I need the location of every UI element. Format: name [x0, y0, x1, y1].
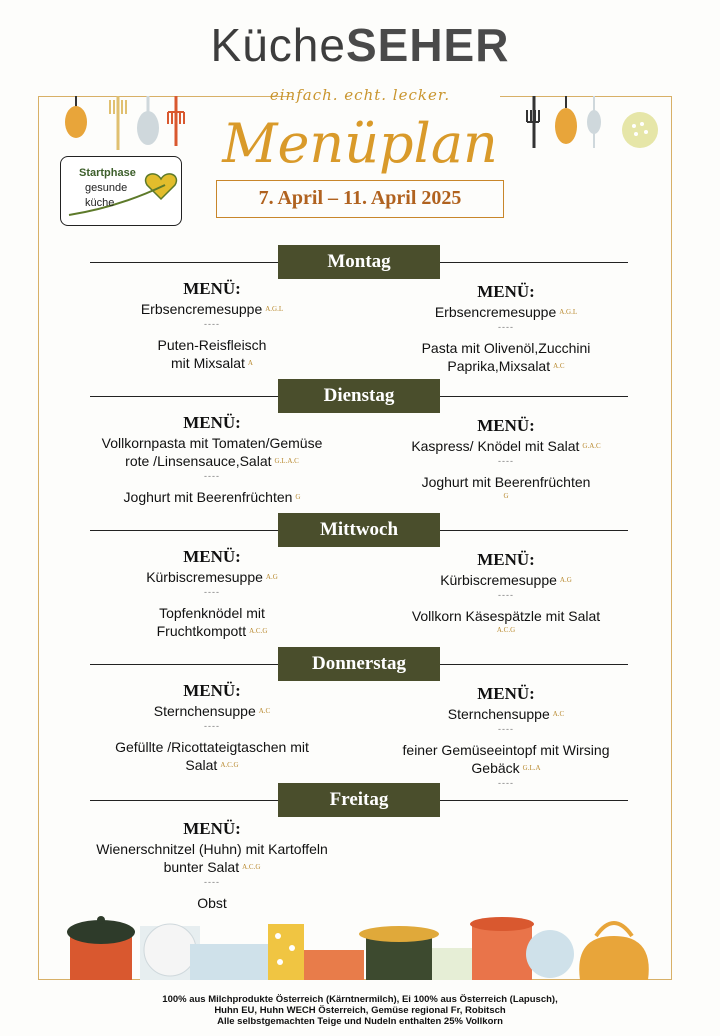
menu-donnerstag-right — [356, 684, 656, 789]
dish-text: Kaspress/ Knödel mit Salat — [411, 438, 580, 454]
badge-line2: gesunde — [85, 182, 128, 194]
dish-text-line2: rote /Linsensauce,Salat — [125, 453, 272, 469]
separator: ---- — [204, 471, 220, 481]
day-banner-dienstag: Dienstag — [278, 379, 440, 413]
day-banner-montag: Montag — [278, 245, 440, 279]
day-banner-freitag: Freitag — [278, 783, 440, 817]
menu-label: MENÜ: — [183, 413, 241, 432]
dish-main-line1: Topfenknödel mit — [159, 605, 265, 621]
footer-note — [0, 994, 720, 1027]
separator: ---- — [498, 724, 514, 734]
menu-montag-left — [62, 279, 362, 372]
date-range: 7. April – 11. April 2025 — [216, 180, 504, 218]
day-banner-donnerstag: Donnerstag — [278, 647, 440, 681]
separator: ---- — [498, 322, 514, 332]
menu-dienstag-left — [62, 413, 362, 506]
menu-mittwoch-right — [356, 550, 656, 635]
menu-label: MENÜ: — [477, 684, 535, 703]
dish-main-line1: feiner Gemüseeintopf mit Wirsing — [402, 742, 610, 758]
dish-main-line1: Vollkorn Käsespätzle mit Salat — [411, 608, 601, 624]
menu-label: MENÜ: — [477, 282, 535, 301]
allergen-codes: G.L.A.C — [274, 457, 299, 465]
dish-text: Erbsencremesuppe — [140, 301, 263, 317]
dish-text: Sternchensuppe — [447, 706, 550, 722]
allergen-codes: A.C — [552, 710, 565, 718]
brand-name — [0, 19, 720, 71]
separator: ---- — [204, 877, 220, 887]
dish-text: Erbsencremesuppe — [434, 304, 557, 320]
dish-main-line2: mit Mixsalat — [171, 355, 245, 371]
dish-main-line1: Pasta mit Olivenöl,Zucchini — [421, 340, 591, 356]
footer-line1: 100% aus Milchprodukte Österreich (Kärntnermilch), Ei 100% aus Österreich (Lapusch), — [162, 994, 558, 1005]
allergen-codes: A — [247, 359, 253, 367]
cookware-illustration — [40, 904, 674, 980]
separator: ---- — [204, 721, 220, 731]
dish-main-line1: Puten-Reisfleisch — [157, 337, 267, 353]
healthy-kitchen-badge — [60, 156, 182, 226]
separator: ---- — [498, 456, 514, 466]
dish-main-line2: Salat — [185, 757, 218, 773]
menu-label: MENÜ: — [183, 547, 241, 566]
dish-main-line1: Wienerschnitzel (Huhn) mit Kartoffeln — [96, 841, 328, 857]
allergen-codes: G.A.C — [582, 442, 601, 450]
brand-tagline: einfach. echt. lecker. — [269, 86, 451, 104]
separator: ---- — [498, 590, 514, 600]
menu-mittwoch-left — [62, 547, 362, 640]
allergen-codes: A.C.G — [496, 626, 516, 634]
allergen-codes: A.C — [258, 707, 271, 715]
menu-dienstag-right — [356, 416, 656, 501]
dish-soup — [62, 300, 362, 318]
dish-text: Kürbiscremesuppe — [146, 569, 263, 585]
badge-line3: küche — [85, 197, 115, 209]
dish-main-line2: Gebäck — [471, 760, 520, 776]
dish-text: Kürbiscremesuppe — [440, 572, 557, 588]
dish-main-line1: Joghurt mit Beerenfrüchten — [421, 474, 591, 490]
separator: ---- — [204, 587, 220, 597]
dish-main-line2: Paprika,Mixsalat — [447, 358, 551, 374]
allergen-codes: A.C.G — [220, 761, 239, 769]
allergen-codes: A.C — [553, 362, 565, 370]
dish-main-line2: bunter Salat — [163, 859, 240, 875]
dish-dessert: Obst — [197, 895, 227, 911]
menu-label: MENÜ: — [183, 819, 241, 838]
page-title: Menüplan — [222, 112, 498, 175]
allergen-codes: G.L.A — [522, 764, 541, 772]
dish-main-line1: Joghurt mit Beerenfrüchten — [123, 489, 293, 505]
dish-text-line1: Vollkornpasta mit Tomaten/Gemüse — [101, 435, 323, 451]
allergen-codes: G — [295, 493, 301, 501]
menu-label: MENÜ: — [183, 279, 241, 298]
menu-label: MENÜ: — [477, 416, 535, 435]
separator: ---- — [204, 319, 220, 329]
brand-name-part2: SEHER — [345, 19, 510, 71]
brand-logo — [0, 19, 720, 71]
allergen-codes: A.C.G — [242, 863, 261, 871]
allergen-codes: A.G.L — [265, 305, 284, 313]
menu-donnerstag-left — [62, 681, 362, 774]
footer-line2: Huhn EU, Huhn WECH Österreich, Gemüse regional Fr, Robitsch — [214, 1005, 506, 1016]
dish-main-line2: Fruchtkompott — [156, 623, 247, 639]
allergen-codes: A.C.G — [249, 627, 268, 635]
dish-text: Sternchensuppe — [153, 703, 256, 719]
menu-freitag-left — [62, 819, 362, 912]
menu-label: MENÜ: — [183, 681, 241, 700]
allergen-codes: A.G — [265, 573, 278, 581]
allergen-codes: G — [503, 492, 509, 500]
footer-line3: Alle selbstgemachten Teige und Nudeln enthalten 25% Vollkorn — [217, 1016, 503, 1027]
menu-label: MENÜ: — [477, 550, 535, 569]
badge-line1: Startphase — [79, 167, 136, 179]
brand-name-part1: Küche — [210, 19, 346, 71]
allergen-codes: A.G.L — [559, 308, 578, 316]
menu-montag-right — [356, 282, 656, 375]
separator: ---- — [498, 778, 514, 788]
dish-main-line1: Gefüllte /Ricottateigtaschen mit — [115, 739, 309, 755]
day-banner-mittwoch: Mittwoch — [278, 513, 440, 547]
allergen-codes: A.G — [559, 576, 572, 584]
